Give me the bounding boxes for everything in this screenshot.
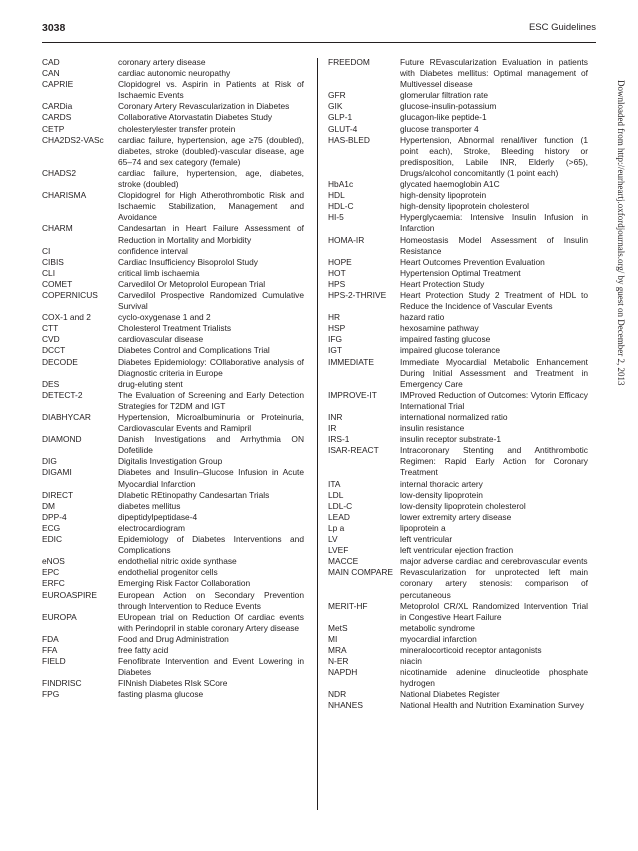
abbreviation-term: FDA xyxy=(42,633,59,644)
abbreviation-definition: Clopidogrel for High Atherothrombotic Risk and Ischaemic Stabilization, Management and Avoidance xyxy=(118,190,304,223)
abbreviation-definition: European Action on Secondary Prevention through Intervention to Reduce Events xyxy=(118,589,304,611)
abbreviation-definition: Hypertension, Microalbuminuria or Proteinuria, Cardiovascular Events and Ramipril xyxy=(118,412,304,434)
abbreviation-term: EPC xyxy=(42,567,60,578)
abbreviation-entry xyxy=(42,490,304,501)
abbreviation-entry xyxy=(328,124,588,135)
abbreviation-term: DIG xyxy=(42,456,57,467)
abbreviation-entry xyxy=(328,323,588,334)
abbreviation-term: HI-5 xyxy=(328,212,344,223)
abbreviation-term: DECODE xyxy=(42,356,78,367)
abbreviation-definition: Cholesterol Treatment Trialists xyxy=(118,323,232,334)
abbreviation-term: MAIN COMPARE xyxy=(328,567,393,578)
abbreviation-entry xyxy=(328,567,588,600)
abbreviation-entry xyxy=(328,634,588,645)
abbreviation-definition: coronary artery disease xyxy=(118,57,206,67)
abbreviation-term: DIABHYCAR xyxy=(42,412,91,422)
abbreviation-entry xyxy=(42,124,304,135)
abbreviation-entry xyxy=(328,512,588,523)
abbreviation-term: IRS-1 xyxy=(328,434,350,445)
abbreviation-term: HOMA-IR xyxy=(328,234,365,245)
abbreviation-entry xyxy=(42,168,304,190)
abbreviation-entry xyxy=(42,501,304,512)
abbreviation-definition: free fatty acid xyxy=(118,644,169,655)
download-notice xyxy=(616,80,630,840)
abbreviation-definition: Emerging Risk Factor Collaboration xyxy=(118,578,251,589)
abbreviation-definition: left ventricular ejection fraction xyxy=(400,545,514,556)
abbreviation-entry xyxy=(328,101,588,112)
abbreviation-term: FIELD xyxy=(42,656,66,667)
abbreviation-definition: electrocardiogram xyxy=(118,522,186,533)
abbreviation-entry xyxy=(42,634,304,645)
abbreviation-entry xyxy=(328,201,588,212)
abbreviation-entry xyxy=(42,612,304,634)
abbreviation-definition: Hypertension Optimal Treatment xyxy=(400,267,521,278)
abbreviation-term: HR xyxy=(328,312,341,323)
abbreviation-entry xyxy=(42,135,304,168)
abbreviation-entry xyxy=(42,578,304,589)
abbreviation-term: CHARM xyxy=(42,223,73,234)
abbreviation-definition: Carvedilol Or Metoprolol European Trial xyxy=(118,278,266,289)
page-header xyxy=(42,22,596,36)
abbreviation-term: DIGAMI xyxy=(42,467,72,478)
abbreviation-term: CTT xyxy=(42,323,59,334)
abbreviation-definition: myocardial infarction xyxy=(400,633,477,644)
abbreviation-definition: insulin receptor substrate-1 xyxy=(400,434,502,445)
abbreviation-entry xyxy=(42,68,304,79)
abbreviation-term: NDR xyxy=(328,689,347,700)
abbreviation-entry xyxy=(328,490,588,501)
abbreviation-definition: Coronary Artery Revascularization in Diabetes xyxy=(118,101,290,112)
abbreviation-entry xyxy=(328,434,588,445)
abbreviation-entry xyxy=(328,279,588,290)
abbreviation-definition: low-density lipoprotein xyxy=(400,489,483,500)
abbreviation-term: CHARISMA xyxy=(42,190,87,201)
abbreviation-term: CHA2DS2-VASc xyxy=(42,134,104,145)
abbreviation-term: GFR xyxy=(328,90,346,101)
abbreviation-term: CAD xyxy=(42,57,60,67)
abbreviation-entry xyxy=(328,390,588,412)
abbreviation-definition: impaired glucose tolerance xyxy=(400,345,501,356)
abbreviation-definition: internal thoracic artery xyxy=(400,478,483,489)
abbreviation-definition: Carvedilol Prospective Randomized Cumulative Survival xyxy=(118,289,304,312)
abbreviation-term: eNOS xyxy=(42,556,65,567)
abbreviation-entry xyxy=(42,334,304,345)
abbreviation-entry xyxy=(328,667,588,689)
abbreviation-definition: cardiac autonomic neuropathy xyxy=(118,68,231,79)
abbreviation-entry xyxy=(328,257,588,268)
abbreviation-entry xyxy=(328,212,588,234)
abbreviation-definition: Diabetes Epidemiology: COllaborative analysis of Diagnostic criteria in Europe xyxy=(118,356,304,378)
abbreviation-definition: Danish Investigations and Arrhythmia ON Dofetilide xyxy=(118,434,304,456)
abbreviation-definition: Clopidogrel vs. Aspirin in Patients at Risk of Ischaemic Events xyxy=(118,79,304,101)
abbreviation-entry xyxy=(42,79,304,101)
abbreviation-definition: Hypertension, Abnormal renal/liver function (1 point each), Stroke, Bleeding history or predisposition, Labile INR, Elderly (>65), Drugs/alcohol concomitantly (1 point each) xyxy=(400,134,588,178)
abbreviation-definition: IMProved Reduction of Outcomes: Vytorin Efficacy International Trial xyxy=(400,389,588,411)
abbreviation-entry xyxy=(42,512,304,523)
abbreviation-entry xyxy=(328,501,588,512)
abbreviation-term: HDL xyxy=(328,190,345,201)
abbreviation-entry xyxy=(328,645,588,656)
abbreviation-entry xyxy=(328,179,588,190)
abbreviation-term: CHADS2 xyxy=(42,167,76,178)
abbreviation-term: CAN xyxy=(42,68,60,79)
abbreviation-entry xyxy=(328,57,588,90)
abbreviation-definition: diabetes mellitus xyxy=(118,500,181,511)
abbreviation-entry xyxy=(328,268,588,279)
abbreviation-entry xyxy=(328,445,588,478)
abbreviation-entry xyxy=(42,556,304,567)
abbreviation-definition: mineralocorticoid receptor antagonists xyxy=(400,644,542,655)
abbreviation-definition: Fenofibrate Intervention and Event Lowering in Diabetes xyxy=(118,656,304,678)
abbreviation-term: IMPROVE-IT xyxy=(328,389,377,400)
abbreviation-term: MERIT-HF xyxy=(328,600,368,611)
abbreviation-term: CLI xyxy=(42,267,56,278)
abbreviation-entry xyxy=(42,645,304,656)
download-notice-suffix: by guest on December 2, 2013 xyxy=(616,273,626,386)
abbreviation-entry xyxy=(328,700,588,711)
abbreviation-definition: Future REvascularization Evaluation in patients with Diabetes mellitus: Optimal management of Multivessel disease xyxy=(400,57,588,90)
abbreviation-entry xyxy=(328,345,588,356)
abbreviation-definition: Diabetes Control and Complications Trial xyxy=(118,345,270,356)
abbreviation-entry xyxy=(328,135,588,179)
abbreviation-definition: nicotinamide adenine dinucleotide phosphate hydrogen xyxy=(400,667,588,689)
abbreviation-term: LEAD xyxy=(328,511,350,522)
abbreviation-entry xyxy=(42,101,304,112)
column-divider xyxy=(317,58,318,810)
abbreviation-definition: Candesartan in Heart Failure Assessment of Reduction in Mortality and Morbidity xyxy=(118,223,304,245)
abbreviation-definition: cyclo-oxygenase 1 and 2 xyxy=(118,312,211,323)
abbreviation-definition: international normalized ratio xyxy=(400,412,508,422)
abbreviation-entry xyxy=(42,467,304,489)
abbreviation-term: COX-1 and 2 xyxy=(42,312,91,323)
abbreviation-entry xyxy=(328,290,588,312)
abbreviation-term: ISAR-REACT xyxy=(328,445,379,456)
abbreviation-entry xyxy=(328,656,588,667)
abbreviation-term: EUROPA xyxy=(42,611,77,622)
abbreviation-term: HSP xyxy=(328,323,346,334)
abbreviations-left-column xyxy=(42,57,304,700)
abbreviation-term: FREEDOM xyxy=(328,57,370,67)
abbreviation-entry xyxy=(328,623,588,634)
abbreviation-term: FINDRISC xyxy=(42,678,82,689)
abbreviation-term: HPS-2-THRIVE xyxy=(328,289,387,300)
abbreviation-entry xyxy=(42,523,304,534)
abbreviation-entry xyxy=(328,357,588,390)
abbreviation-definition: fasting plasma glucose xyxy=(118,689,204,700)
abbreviation-term: GLUT-4 xyxy=(328,123,358,134)
abbreviation-definition: major adverse cardiac and cerebrovascular events xyxy=(400,556,588,567)
abbreviation-entry xyxy=(42,246,304,257)
abbreviation-entry xyxy=(328,689,588,700)
abbreviation-entry xyxy=(42,312,304,323)
abbreviation-term: ITA xyxy=(328,478,341,489)
abbreviation-term: GLP-1 xyxy=(328,112,353,123)
abbreviation-term: COPERNICUS xyxy=(42,289,98,300)
abbreviation-entry xyxy=(42,190,304,223)
abbreviation-term: CI xyxy=(42,245,51,256)
download-notice-link[interactable]: http://eurheartj.oxfordjournals.org/ xyxy=(616,147,626,274)
abbreviation-definition: National Health and Nutrition Examination Survey xyxy=(400,700,584,711)
abbreviation-definition: Revascularization for unprotected left main coronary artery stenosis: comparison of percutaneous xyxy=(400,567,588,600)
abbreviation-term: ECG xyxy=(42,522,61,533)
abbreviation-definition: Food and Drug Administration xyxy=(118,633,229,644)
abbreviation-entry xyxy=(328,334,588,345)
abbreviation-definition: FINnish Diabetes RIsk SCore xyxy=(118,678,228,689)
abbreviation-term: IMMEDIATE xyxy=(328,356,374,367)
abbreviation-definition: niacin xyxy=(400,656,422,667)
abbreviation-entry xyxy=(42,57,304,68)
abbreviation-definition: low-density lipoprotein cholesterol xyxy=(400,500,526,511)
abbreviation-entry xyxy=(328,235,588,257)
abbreviation-term: DCCT xyxy=(42,345,66,356)
abbreviation-definition: metabolic syndrome xyxy=(400,622,475,633)
abbreviation-term: NAPDH xyxy=(328,667,358,678)
abbreviation-term: DM xyxy=(42,500,56,511)
abbreviation-definition: glucose transporter 4 xyxy=(400,123,479,134)
abbreviation-entry xyxy=(328,190,588,201)
abbreviation-definition: Heart Outcomes Prevention Evaluation xyxy=(400,256,545,267)
abbreviation-term: HDL-C xyxy=(328,201,354,212)
abbreviation-definition: confidence interval xyxy=(118,245,188,256)
abbreviation-term: INR xyxy=(328,412,343,422)
abbreviation-term: Lp a xyxy=(328,522,345,533)
abbreviation-entry xyxy=(42,412,304,434)
abbreviation-definition: National Diabetes Register xyxy=(400,689,500,700)
abbreviation-entry xyxy=(328,479,588,490)
download-notice-prefix: Downloaded from xyxy=(616,80,626,148)
abbreviation-entry xyxy=(42,323,304,334)
abbreviation-definition: The Evaluation of Screening and Early Detection Strategies for T2DM and IGT xyxy=(118,389,304,411)
abbreviation-entry xyxy=(42,279,304,290)
abbreviation-definition: hexosamine pathway xyxy=(400,323,479,334)
abbreviation-definition: endothelial progenitor cells xyxy=(118,567,218,578)
abbreviation-entry xyxy=(42,456,304,467)
abbreviations-right-column xyxy=(328,57,588,712)
abbreviation-entry xyxy=(42,434,304,456)
abbreviation-definition: Homeostasis Model Assessment of Insulin Resistance xyxy=(400,234,588,256)
abbreviation-term: EDIC xyxy=(42,534,63,545)
abbreviation-entry xyxy=(42,268,304,279)
abbreviation-term: DETECT-2 xyxy=(42,389,83,400)
abbreviation-definition: Metoprolol CR/XL Randomized Intervention Trial in Congestive Heart Failure xyxy=(400,600,588,622)
abbreviation-definition: glomerular filtration rate xyxy=(400,90,488,101)
journal-section-title: ESC Guidelines xyxy=(528,22,596,33)
abbreviation-definition: Diabetes and Insulin–Glucose Infusion in Acute Myocardial Infarction xyxy=(118,467,304,489)
abbreviation-definition: lower extremity artery disease xyxy=(400,511,512,522)
abbreviation-term: MRA xyxy=(328,644,347,655)
abbreviation-definition: EUropean trial on Reduction Of cardiac events with Perindopril in stable coronary Artery disease xyxy=(118,611,304,633)
abbreviation-entry xyxy=(328,523,588,534)
abbreviation-definition: high-density lipoprotein xyxy=(400,190,487,201)
abbreviation-term: EUROASPIRE xyxy=(42,589,97,600)
abbreviation-term: LVEF xyxy=(328,545,349,556)
abbreviation-term: CARDia xyxy=(42,101,73,112)
abbreviation-entry xyxy=(328,112,588,123)
abbreviation-definition: insulin resistance xyxy=(400,423,465,434)
abbreviation-term: CIBIS xyxy=(42,256,64,267)
abbreviation-entry xyxy=(42,345,304,356)
abbreviation-entry xyxy=(42,689,304,700)
abbreviation-entry xyxy=(42,390,304,412)
abbreviation-definition: Collaborative Atorvastatin Diabetes Study xyxy=(118,112,273,123)
abbreviation-entry xyxy=(42,567,304,578)
abbreviation-definition: critical limb ischaemia xyxy=(118,267,200,278)
abbreviation-definition: dipeptidylpeptidase-4 xyxy=(118,511,198,522)
abbreviation-term: FFA xyxy=(42,644,58,655)
abbreviation-term: LDL-C xyxy=(328,500,353,511)
abbreviation-term: DIRECT xyxy=(42,489,74,500)
abbreviation-term: FPG xyxy=(42,689,60,700)
abbreviation-term: NHANES xyxy=(328,700,363,711)
abbreviation-term: GIK xyxy=(328,101,343,112)
abbreviation-entry xyxy=(42,678,304,689)
abbreviation-definition: hazard ratio xyxy=(400,312,445,323)
abbreviation-definition: left ventricular xyxy=(400,534,453,545)
abbreviation-definition: Heart Protection Study 2 Treatment of HDL to Reduce the Incidence of Vascular Events xyxy=(400,289,588,312)
abbreviation-term: DPP-4 xyxy=(42,511,67,522)
abbreviation-term: HbA1c xyxy=(328,179,354,190)
abbreviation-term: ERFC xyxy=(42,578,65,589)
abbreviation-definition: Cardiac Insufficiency Bisoprolol Study xyxy=(118,256,258,267)
abbreviation-definition: Epidemiology of Diabetes Interventions and Complications xyxy=(118,534,304,556)
abbreviation-entry xyxy=(42,357,304,379)
abbreviation-term: HPS xyxy=(328,278,346,289)
abbreviation-entry xyxy=(42,590,304,612)
abbreviation-term: HAS-BLED xyxy=(328,134,370,145)
abbreviation-entry xyxy=(42,379,304,390)
abbreviation-entry xyxy=(328,545,588,556)
abbreviation-definition: glucose-insulin-potassium xyxy=(400,101,497,112)
abbreviation-entry xyxy=(328,90,588,101)
abbreviation-definition: DIabetic REtinopathy Candesartan Trials xyxy=(118,489,270,500)
abbreviation-entry xyxy=(42,257,304,268)
abbreviation-term: N-ER xyxy=(328,656,349,667)
abbreviation-definition: drug-eluting stent xyxy=(118,378,183,389)
abbreviation-term: IR xyxy=(328,423,337,434)
abbreviation-entry xyxy=(42,656,304,678)
abbreviation-term: DES xyxy=(42,378,60,389)
abbreviation-definition: lipoprotein a xyxy=(400,522,446,533)
abbreviation-entry xyxy=(328,412,588,423)
abbreviation-term: MACCE xyxy=(328,556,359,567)
abbreviation-entry xyxy=(42,112,304,123)
abbreviation-definition: Hyperglycaemia: Intensive Insulin Infusion in Infarction xyxy=(400,212,588,234)
abbreviation-term: IFG xyxy=(328,334,342,345)
abbreviation-definition: glycated haemoglobin A1C xyxy=(400,179,500,190)
abbreviation-definition: cholesterylester transfer protein xyxy=(118,123,236,134)
abbreviation-term: MI xyxy=(328,633,338,644)
abbreviation-definition: high-density lipoprotein cholesterol xyxy=(400,201,529,212)
abbreviation-entry xyxy=(42,223,304,245)
abbreviation-definition: Heart Protection Study xyxy=(400,278,485,289)
abbreviation-definition: cardiac failure, hypertension, age, diabetes, stroke (doubled) xyxy=(118,167,304,190)
abbreviation-entry xyxy=(328,601,588,623)
abbreviation-term: HOPE xyxy=(328,256,352,267)
abbreviation-term: LDL xyxy=(328,489,344,500)
abbreviation-entry xyxy=(328,312,588,323)
abbreviation-term: IGT xyxy=(328,345,342,356)
abbreviation-term: DIAMOND xyxy=(42,434,82,445)
abbreviation-term: CAPRIE xyxy=(42,79,74,90)
abbreviation-entry xyxy=(42,534,304,556)
abbreviation-entry xyxy=(328,423,588,434)
abbreviation-definition: impaired fasting glucose xyxy=(400,334,491,345)
abbreviation-entry xyxy=(328,534,588,545)
abbreviation-definition: Digitalis Investigation Group xyxy=(118,456,223,467)
abbreviation-definition: Immediate Myocardial Metabolic Enhancement During Initial Assessment and Treatment in Emergency Care xyxy=(400,356,588,389)
header-rule xyxy=(42,42,596,43)
abbreviation-entry xyxy=(328,556,588,567)
abbreviation-definition: Intracoronary Stenting and Antithrombotic Regimen: Rapid Early Action for Coronary Treatment xyxy=(400,445,588,478)
abbreviation-definition: cardiovascular disease xyxy=(118,334,204,345)
abbreviation-definition: glucagon-like peptide-1 xyxy=(400,112,487,123)
abbreviation-term: CETP xyxy=(42,123,65,134)
abbreviation-term: COMET xyxy=(42,278,73,289)
abbreviation-term: MetS xyxy=(328,622,348,633)
abbreviation-term: CVD xyxy=(42,334,60,345)
abbreviation-term: HOT xyxy=(328,267,346,278)
abbreviation-term: LV xyxy=(328,534,338,545)
abbreviation-definition: cardiac failure, hypertension, age ≥75 (doubled), diabetes, stroke (doubled)-vascular disease, age 65–74 and sex category (female) xyxy=(118,134,304,167)
abbreviation-definition: endothelial nitric oxide synthase xyxy=(118,556,237,567)
page-number: 3038 xyxy=(42,22,66,34)
abbreviation-entry xyxy=(42,290,304,312)
abbreviation-term: CARDS xyxy=(42,112,72,123)
